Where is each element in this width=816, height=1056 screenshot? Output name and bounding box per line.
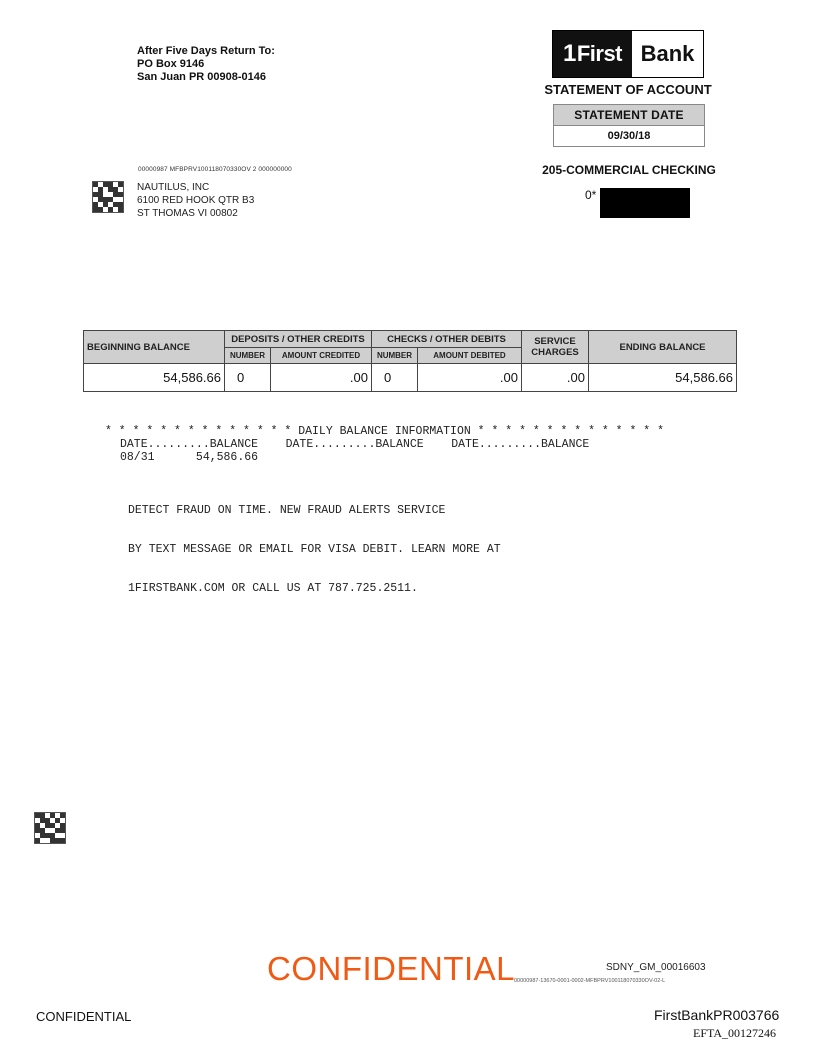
account-type: 205-COMMERCIAL CHECKING <box>542 163 716 177</box>
table-row <box>84 364 737 392</box>
checks-number-value: 0 <box>372 364 418 392</box>
amount-credited-value: .00 <box>271 364 372 392</box>
header-service-charges: SERVICE CHARGES <box>522 331 589 364</box>
amount-debited-value: .00 <box>418 364 522 392</box>
addressee-block <box>137 181 254 220</box>
addressee-street: 6100 RED HOOK QTR B3 <box>137 195 255 206</box>
statement-date-label: STATEMENT DATE <box>554 105 704 126</box>
deposits-number-value: 0 <box>225 364 271 392</box>
header-amount-debited: AMOUNT DEBITED <box>418 348 522 364</box>
account-number <box>585 188 690 218</box>
firstbank-logo <box>552 30 704 78</box>
return-address <box>137 45 275 84</box>
addressee-city: ST THOMAS VI 00802 <box>137 208 238 219</box>
notice-line3: 1FIRSTBANK.COM OR CALL US AT 787.725.2511. <box>128 582 418 595</box>
redaction-block <box>600 188 690 218</box>
daily-balance-row: 08/31 54,586.66 <box>120 451 259 464</box>
document-tracking-code: 00000987-13670-0001-0002-MFBPRV100118070330OV-02-L <box>514 978 666 984</box>
beginning-balance-value: 54,586.66 <box>84 364 225 392</box>
statement-title: STATEMENT OF ACCOUNT <box>544 82 712 97</box>
header-amount-credited: AMOUNT CREDITED <box>271 348 372 364</box>
confidential-label: CONFIDENTIAL <box>36 1009 132 1024</box>
logo-first-block <box>553 31 632 77</box>
logo-bank-text: Bank <box>632 31 703 77</box>
sdny-bates-number: SDNY_GM_00016603 <box>606 962 706 973</box>
header-checks: CHECKS / OTHER DEBITS <box>372 331 522 348</box>
logo-one: 1 <box>562 40 576 67</box>
return-address-line1: After Five Days Return To: <box>137 45 275 57</box>
header-deposits-number: NUMBER <box>225 348 271 364</box>
firstbank-bates-number: FirstBankPR003766 <box>654 1007 780 1023</box>
header-beginning-balance: BEGINNING BALANCE <box>84 331 225 364</box>
fraud-alert-notice <box>128 478 501 608</box>
daily-balance-header: * * * * * * * * * * * * * * DAILY BALANCE INFORMATION * * * * * * * * * * * * * * <box>105 425 664 438</box>
header-ending-balance: ENDING BALANCE <box>589 331 737 364</box>
confidential-stamp: CONFIDENTIAL <box>267 950 516 987</box>
daily-balance-columns: DATE.........BALANCE DATE.........BALANCE DATE.........BALANCE <box>120 438 590 451</box>
statement-date-value: 09/30/18 <box>607 130 651 142</box>
addressee-name: NAUTILUS, INC <box>137 182 210 193</box>
mailing-barcode-line: 00000987 MFBPRV100118070330OV 2 000000000 <box>138 166 292 173</box>
logo-first-text: First <box>576 41 623 66</box>
ending-balance-value: 54,586.66 <box>589 364 737 392</box>
qr-code-icon <box>34 812 66 844</box>
account-number-prefix: 0* <box>585 188 597 202</box>
account-summary-table <box>83 330 737 392</box>
notice-line2: BY TEXT MESSAGE OR EMAIL FOR VISA DEBIT. LEARN MORE AT <box>128 543 501 556</box>
header-deposits: DEPOSITS / OTHER CREDITS <box>225 331 372 348</box>
qr-code-icon <box>92 181 124 213</box>
header-checks-number: NUMBER <box>372 348 418 364</box>
notice-line1: DETECT FRAUD ON TIME. NEW FRAUD ALERTS SERVICE <box>128 504 446 517</box>
service-charges-value: .00 <box>522 364 589 392</box>
return-address-line3: San Juan PR 00908-0146 <box>137 71 267 83</box>
statement-date-box <box>553 104 705 147</box>
return-address-line2: PO Box 9146 <box>137 58 205 70</box>
efta-number: EFTA_00127246 <box>693 1026 777 1040</box>
